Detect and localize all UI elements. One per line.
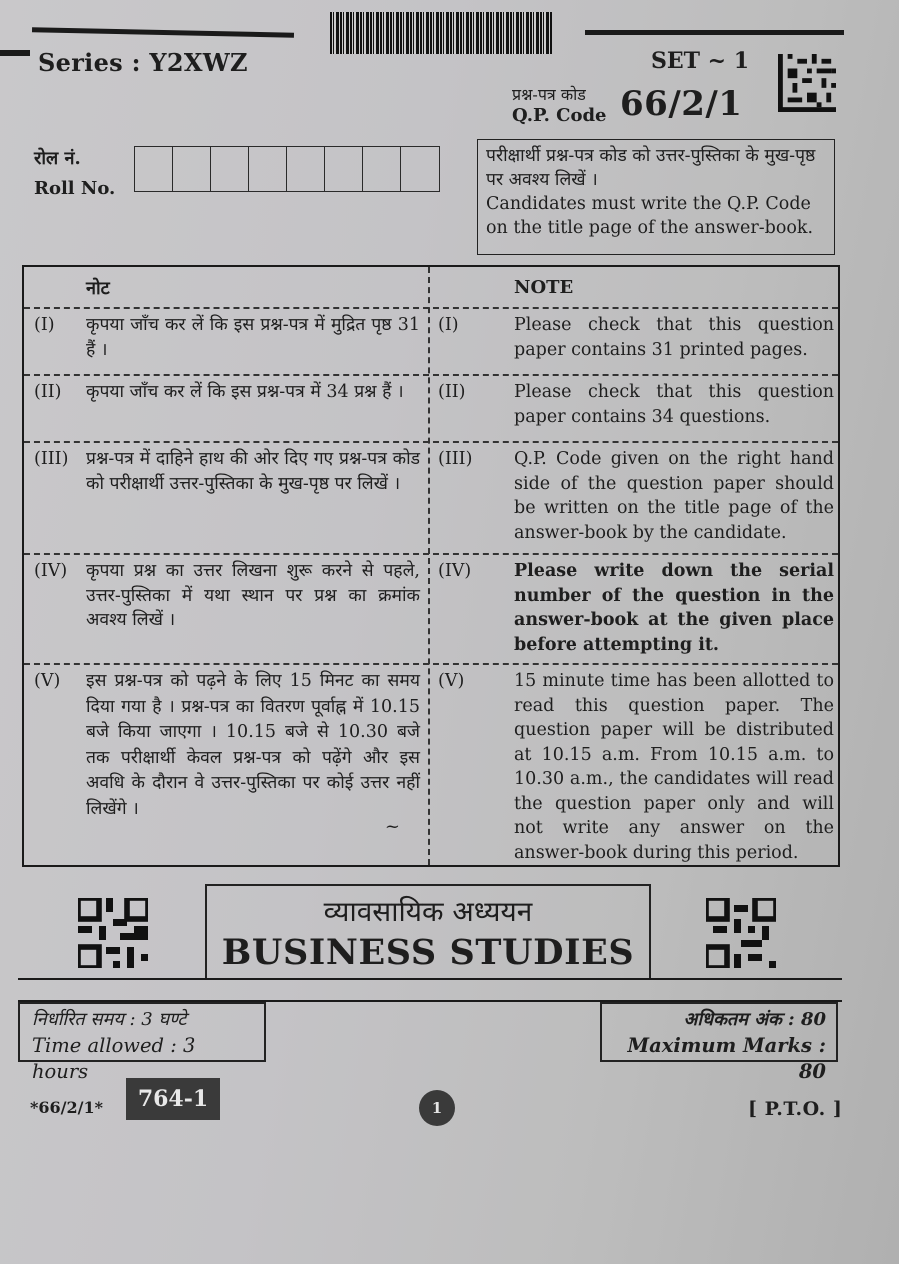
roll-no-digit-box[interactable] xyxy=(363,147,401,191)
roll-no-label-hi: रोल नं. xyxy=(34,148,81,169)
note-number: (II) xyxy=(438,382,466,402)
max-marks-en: Maximum Marks : 80 xyxy=(627,1034,826,1083)
note-cell-en xyxy=(430,665,840,865)
notes-header-row xyxy=(24,267,838,307)
qr-code-icon xyxy=(78,898,148,968)
max-marks-hi: अधिकतम अंक : 80 xyxy=(683,1009,826,1030)
note-cell-hi xyxy=(24,555,428,633)
note-text-hi: इस प्रश्न-पत्र को पढ़ने के लिए 15 मिनट का समय दिया गया है । प्रश्न-पत्र का वितरण पूर्वाह्न में 10.15 बजे किया जाएगा । 10.15 बजे से 10.30 बजे तक परीक्षार्थी केवल प्रश्न-पत्र को पढ़ेंगे और इस अवधि के दौरान वे उत्तर-पुस्तिका पर कोई उत्तर नहीं लिखेंगे । xyxy=(86,671,420,819)
note-text-hi: कृपया प्रश्न का उत्तर लिखना शुरू करने से पहले, उत्तर-पुस्तिका में यथा स्थान पर प्रश्न का क्रमांक अवश्य लिखें । xyxy=(86,561,420,630)
note-text-en: Please check that this question paper contains 34 questions. xyxy=(514,382,834,427)
roll-no-digit-box[interactable] xyxy=(211,147,249,191)
note-cell-en xyxy=(430,555,840,657)
qp-code-instruction-box xyxy=(477,139,835,255)
note-row xyxy=(24,307,838,376)
notes-header-hi: नोट xyxy=(86,278,110,299)
subject-title-box xyxy=(205,884,651,980)
note-number: (III) xyxy=(438,449,473,469)
roll-no-digit-box[interactable] xyxy=(135,147,173,191)
subject-title-en: BUSINESS STUDIES xyxy=(221,932,635,973)
note-row xyxy=(24,663,838,867)
qp-code-label-hi: प्रश्न-पत्र कोड xyxy=(512,85,586,104)
note-row xyxy=(24,441,838,555)
qr-code-icon xyxy=(706,898,776,968)
roll-no-digit-box[interactable] xyxy=(249,147,287,191)
top-left-rule xyxy=(32,27,294,37)
qp-code-labels xyxy=(512,84,607,126)
time-allowed-box xyxy=(18,1002,266,1083)
note-number: (I) xyxy=(438,315,459,335)
note-text-hi: कृपया जाँच कर लें कि इस प्रश्न-पत्र में मुद्रित पृष्ठ 31 हैं । xyxy=(86,315,420,360)
roll-no-digit-box[interactable] xyxy=(401,147,439,191)
notes-table xyxy=(22,265,840,867)
note-number: (V) xyxy=(34,671,61,691)
set-label: SET ~ 1 xyxy=(651,48,750,74)
note-cell-en xyxy=(430,443,840,545)
note-text-en: Q.P. Code given on the right hand side of the question paper should be written on the title page of the answer-book by the candidate. xyxy=(514,449,834,543)
note-text-en: Please check that this question paper contains 31 printed pages. xyxy=(514,315,834,360)
datamatrix-code-icon xyxy=(778,54,836,112)
notes-header-en: NOTE xyxy=(514,277,574,298)
max-marks-box xyxy=(600,1002,838,1083)
left-edge-rule xyxy=(0,50,30,56)
roll-no-digit-box[interactable] xyxy=(287,147,325,191)
note-text-hi: प्रश्न-पत्र में दाहिने हाथ की ओर दिए गए प्रश्न-पत्र कोड को परीक्षार्थी उत्तर-पुस्तिका के मुख-पृष्ठ पर लिखें । xyxy=(86,449,420,494)
page-number: 1 xyxy=(419,1090,455,1126)
paper-code-footer: *66/2/1* xyxy=(30,1098,103,1117)
note-row xyxy=(24,553,838,665)
note-text-en: Please write down the serial number of the question in the answer-book at the given place before attempting it. xyxy=(514,561,834,655)
qp-code-label-en: Q.P. Code xyxy=(512,105,607,126)
note-text-hi: कृपया जाँच कर लें कि इस प्रश्न-पत्र में 34 प्रश्न हैं । xyxy=(86,382,404,402)
roll-no-label-en: Roll No. xyxy=(34,178,116,199)
roll-no-digit-box[interactable] xyxy=(173,147,211,191)
roll-no-label xyxy=(34,144,115,204)
handwritten-mark: ~ xyxy=(384,815,400,837)
time-allowed-en: Time allowed : 3 hours xyxy=(32,1034,196,1083)
qp-instruction-hi: परीक्षार्थी प्रश्न-पत्र कोड को उत्तर-पुस्तिका के मुख-पृष्ठ पर अवश्य लिखें । xyxy=(486,146,816,190)
subject-title-hi: व्यावसायिक अध्ययन xyxy=(323,895,533,928)
note-row xyxy=(24,374,838,443)
note-cell-en xyxy=(430,309,840,362)
series-label: Series : Y2XWZ xyxy=(38,48,248,77)
subject-divider-rule xyxy=(18,978,842,980)
note-number: (II) xyxy=(34,382,62,402)
roll-no-digit-box[interactable] xyxy=(325,147,363,191)
note-cell-hi xyxy=(24,443,428,496)
note-number: (IV) xyxy=(34,561,68,581)
note-cell-en xyxy=(430,376,840,429)
roll-no-boxes xyxy=(134,146,440,192)
time-allowed-hi: निर्धारित समय : 3 घण्टे xyxy=(32,1009,187,1030)
top-right-rule xyxy=(585,30,844,35)
note-cell-hi xyxy=(24,376,428,405)
barcode-icon xyxy=(330,12,552,54)
qp-code-value: 66/2/1 xyxy=(620,84,743,124)
note-cell-hi xyxy=(24,309,428,362)
qp-instruction-en: Candidates must write the Q.P. Code on the title page of the answer-book. xyxy=(486,194,814,238)
note-number: (I) xyxy=(34,315,55,335)
note-number: (III) xyxy=(34,449,69,469)
pto-label: [ P.T.O. ] xyxy=(748,1098,843,1120)
note-cell-hi xyxy=(24,665,428,865)
print-code-badge: 764-1 xyxy=(126,1078,220,1120)
note-number: (V) xyxy=(438,671,465,691)
note-text-en: 15 minute time has been allotted to read this question paper. The question paper will be distributed at 10.15 a.m. From 10.15 a.m. to 10.30 a.m., the candidates will read the question paper only and will not write any answer on the answer-book during this period. xyxy=(514,671,834,863)
note-number: (IV) xyxy=(438,561,472,581)
